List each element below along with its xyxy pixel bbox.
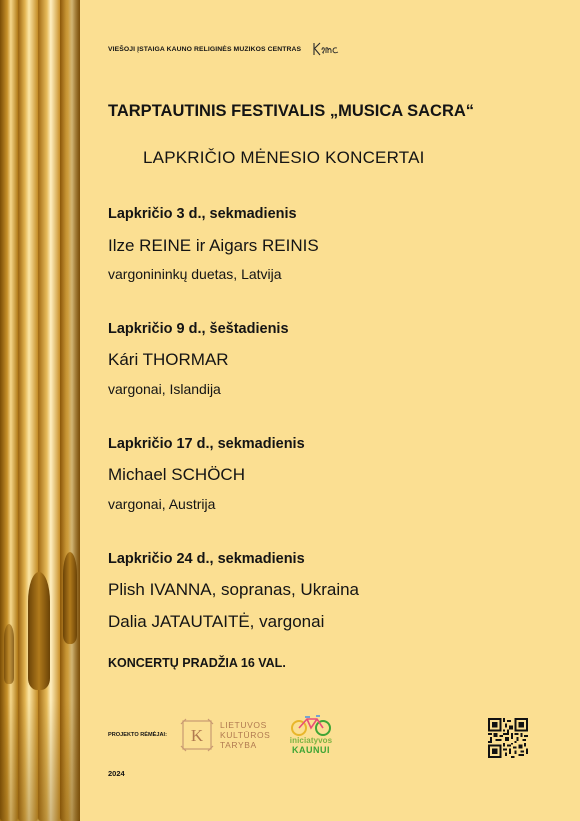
lkt-line: KULTŪROS [220,730,271,740]
concert-performer: Michael SCHÖCH [108,465,245,484]
organ-pipe-mouth [28,572,50,690]
organization-name: VIEŠOJI ĮSTAIGA KAUNO RELIGINĖS MUZIKOS CENTRAS [108,45,302,53]
ik-logo-line1: iniciatyvos [289,736,333,745]
organ-shadow [66,0,80,821]
lkt-logo-icon [180,718,214,752]
organ-pipe [0,0,18,821]
concert-date: Lapkričio 3 d., sekmadienis [108,206,297,222]
organ-base-shade [0,700,80,821]
concert-performer: Ilze REINE ir Aigars REINIS [108,236,319,255]
svg-text:K: K [190,726,204,745]
supporters-label: PROJEKTO RĖMĖJAI: [108,732,167,738]
festival-title: TARPTAUTINIS FESTIVALIS „MUSICA SACRA“ [108,102,475,120]
iniciatyvos-kaunui-logo [286,714,336,758]
concert-start-time: KONCERTŲ PRADŽIA 16 VAL. [108,656,286,670]
concert-detail: vargonai, Austrija [108,496,216,512]
concert-detail: vargonai, Islandija [108,381,221,397]
concert-performer: Kári THORMAR [108,350,229,369]
organ-pipe [18,0,38,821]
concert-detail: vargonininkų duetas, Latvija [108,266,282,282]
poster-year: 2024 [108,769,125,778]
kbmc-logo-icon [311,41,341,57]
lkt-line: LIETUVOS [220,720,267,730]
concert-date: Lapkričio 24 d., sekmadienis [108,551,305,567]
organ-pipe-mouth [63,552,77,644]
organ-pipe-mouth [4,624,14,684]
page-subtitle: LAPKRIČIO MĖNESIO KONCERTAI [143,148,425,167]
organ-pipe [38,0,60,821]
ik-logo-line2: KAUNUI [292,745,330,755]
concert-performer: Dalia JATAUTAITĖ, vargonai [108,612,325,631]
organ-pipes-image [0,0,80,821]
concert-date: Lapkričio 9 d., šeštadienis [108,321,289,337]
qr-code-icon [488,718,528,758]
concert-performer: Plish IVANNA, sopranas, Ukraina [108,580,360,599]
lkt-line: TARYBA [220,740,257,750]
bicycle-icon [289,714,333,736]
organization-row [108,40,341,58]
lkt-logo [180,718,270,752]
lkt-logo-text [220,720,270,750]
concert-date: Lapkričio 17 d., sekmadienis [108,436,305,452]
